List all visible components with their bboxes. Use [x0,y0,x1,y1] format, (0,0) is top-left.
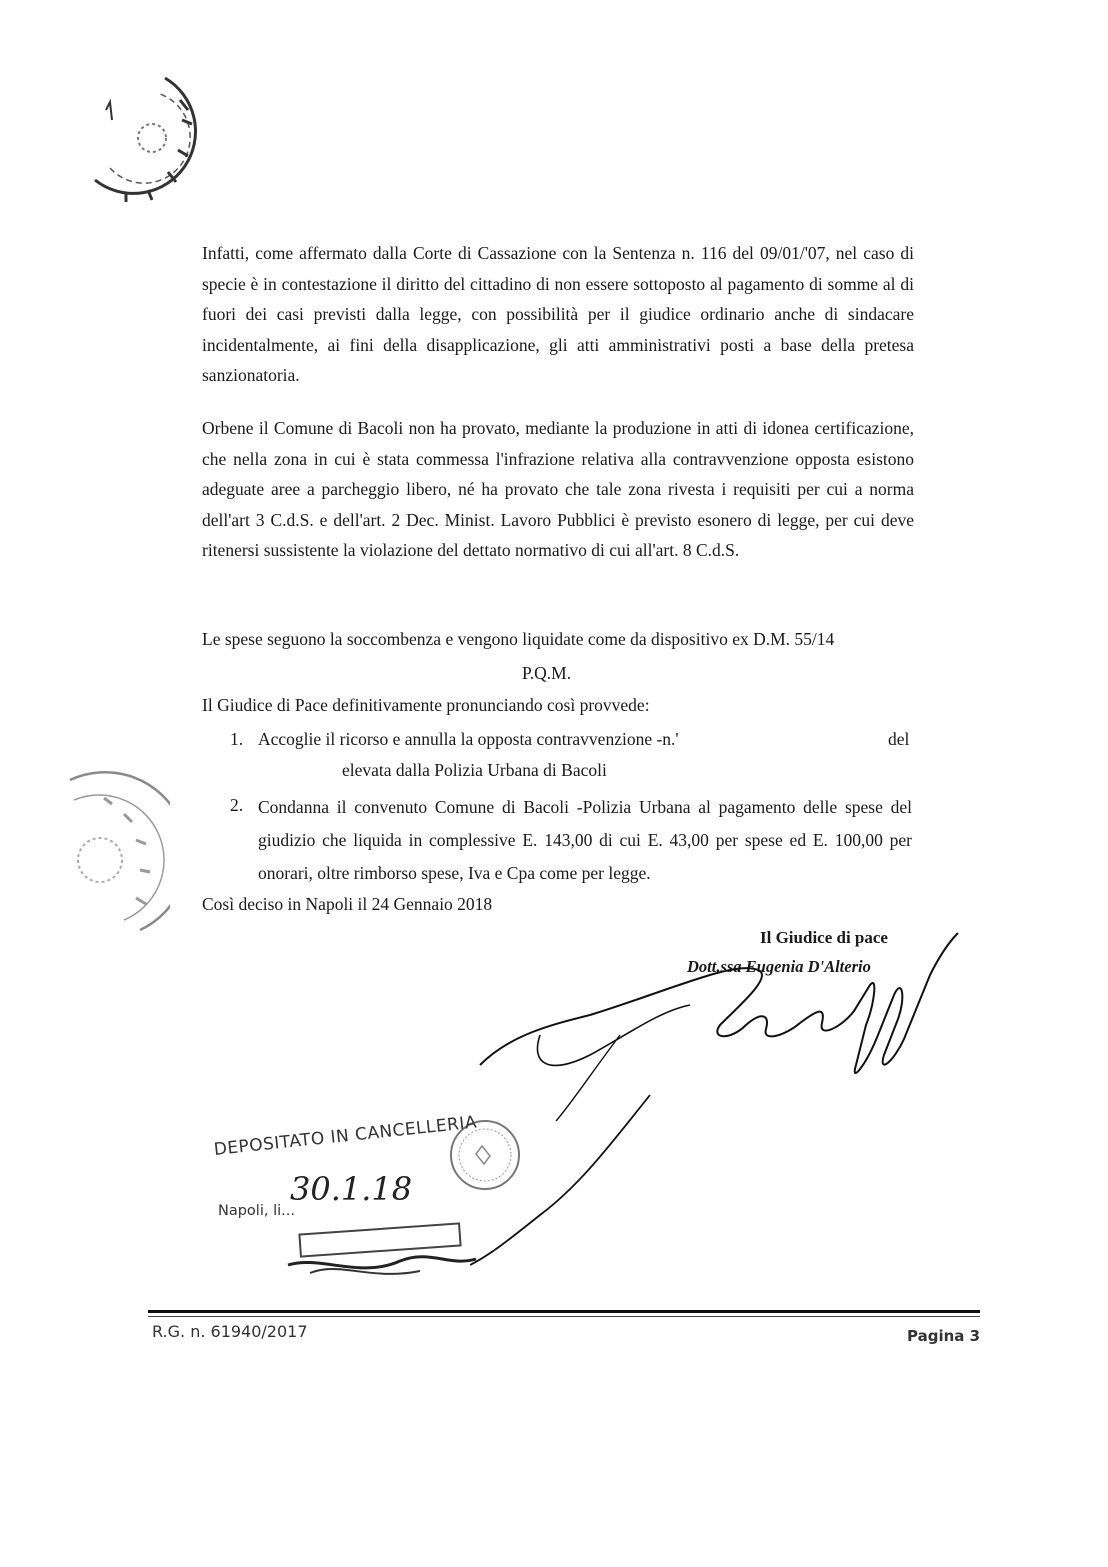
list-item-1-text: Accoglie il ricorso e annulla la opposta contravvenzione -n.' [258,729,679,749]
paragraph-orbene: Orbene il Comune di Bacoli non ha provato, mediante la produzione in atti di idonea certificazione, che nella zona in cui è stata commessa l'infrazione relativa alla contravvenzione opposta esistono adeguate aree a parcheggio libero, né ha provato che tale zona rivesta i requisiti per cui a norma dell'art 3 C.d.S. e dell'art. 2 Dec. Minist. Lavoro Pubblici è previsto esonero di legge, per cui deve ritenersi sussistente la violazione del dettato normativo di cui all'art. 8 C.d.S. [202,418,914,560]
list-item-2-text: Condanna il convenuto Comune di Bacoli -Polizia Urbana al pagamento delle spese del giudizio che liquida in complessive E. 143,00 di cui E. 43,00 per spese ed E. 100,00 per onorari, oltre rimborso spese, Iva e Cpa come per legge. [258,797,912,883]
list-item-number: 1. [230,729,244,749]
clerk-stamp-scribble-icon [280,1215,480,1285]
footer-divider [148,1310,980,1313]
closing-statement: Così deciso in Napoli il 24 Gennaio 2018 [202,894,493,914]
deposit-stamp-place: Napoli, li... [218,1203,295,1219]
list-item-number: 2. [230,795,244,815]
judge-name: Dott.ssa Eugenia D'Alterio [687,957,871,976]
deposit-stamp-text: DEPOSITATO IN CANCELLERIA [212,1112,478,1160]
court-seal-left-icon [40,770,170,950]
court-seal-top-icon [70,60,210,220]
footer-divider-thin [148,1316,980,1317]
case-number: R.G. n. 61940/2017 [152,1322,308,1341]
paragraph-cassazione: Infatti, come affermato dalla Corte di Cassazione con la Sentenza n. 116 del 09/01/'07, nel caso di specie è in contestazione il diritto del cittadino di non essere sottoposto al pagamento di somme al di fuori dei casi previsti dalla legge, con possibilità per il giudice ordinario anche di sindacare incidentalmente, ai fini della disapplicazione, gli atti amministrativi posti a base della pretesa sanzionatoria. [202,243,914,385]
list-item-1-continuation: elevata dalla Polizia Urbana di Bacoli [342,760,607,780]
list-item-1-end: del [888,729,910,749]
pqm-heading: P.Q.M. [522,663,572,683]
page-number: Pagina 3 [907,1327,981,1345]
ruling-intro: Il Giudice di Pace definitivamente pronunciando così provvede: [202,695,650,715]
paragraph-spese: Le spese seguono la soccombenza e vengono liquidate come da dispositivo ex D.M. 55/14 [202,629,835,649]
judge-title: Il Giudice di pace [760,928,888,947]
handwritten-date: 30.1.18 [290,1170,413,1208]
handwritten-signature-icon [470,915,970,1275]
